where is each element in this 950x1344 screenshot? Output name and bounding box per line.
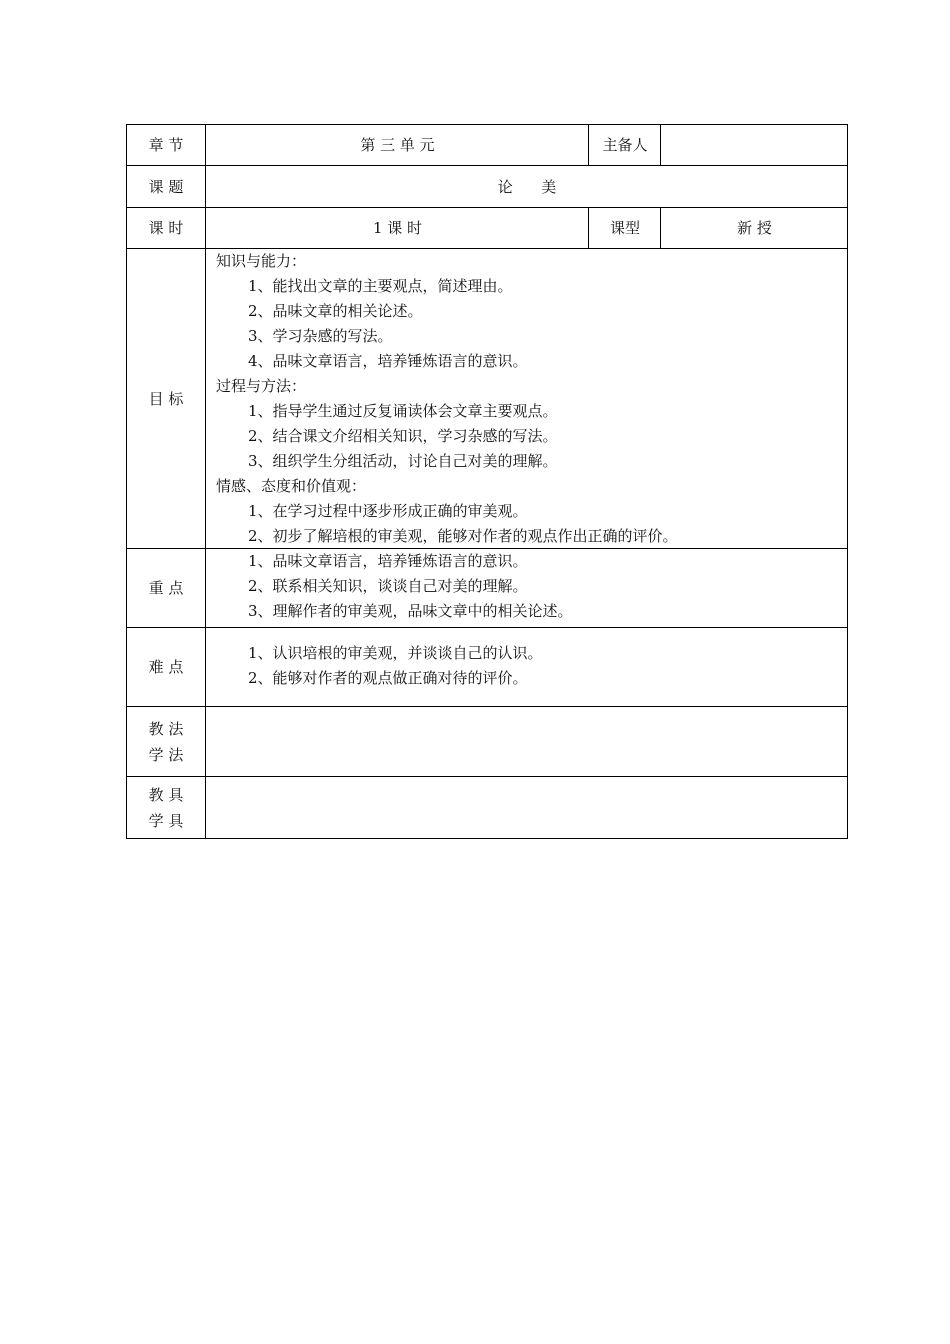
difficulties-label: 难 点 xyxy=(148,658,184,676)
objectives-heading: 知识与能力： xyxy=(216,252,307,270)
objectives-heading: 过程与方法： xyxy=(216,377,307,395)
hours-value: 1 课 时 xyxy=(372,219,423,237)
objectives-content xyxy=(206,249,848,549)
chapter-label: 章 节 xyxy=(148,135,184,154)
objective-item: 2、品味文章的相关论述。 xyxy=(248,302,423,320)
objective-item: 2、结合课文介绍相关知识，学习杂感的写法。 xyxy=(248,427,558,445)
objective-item: 3、组织学生分组活动，讨论自己对美的理解。 xyxy=(248,452,558,470)
objective-item: 4、品味文章语言，培养锤炼语言的意识。 xyxy=(248,352,528,370)
objective-item: 1、在学习过程中逐步形成正确的审美观。 xyxy=(248,502,528,520)
methods-label-line1: 教 法 xyxy=(148,720,184,738)
methods-label xyxy=(126,707,206,777)
key-points-content xyxy=(206,549,848,628)
objective-item: 2、初步了解培根的审美观，能够对作者的观点作出正确的评价。 xyxy=(248,527,678,545)
objective-item: 1、能找出文章的主要观点，简述理由。 xyxy=(248,277,513,295)
topic-label: 课 题 xyxy=(148,177,184,196)
lesson-type-label: 课型 xyxy=(609,219,640,237)
objectives-heading: 情感、态度和价值观： xyxy=(216,477,367,495)
preparer-label: 主备人 xyxy=(602,135,648,154)
tools-value xyxy=(206,777,848,839)
key-point-item: 2、联系相关知识，谈谈自己对美的理解。 xyxy=(248,577,528,595)
difficulty-item: 2、能够对作者的观点做正确对待的评价。 xyxy=(248,669,528,687)
lesson-plan-table xyxy=(126,124,848,839)
key-points-label: 重 点 xyxy=(148,579,184,597)
preparer-value xyxy=(661,124,848,166)
tools-label xyxy=(126,777,206,839)
objective-item: 1、指导学生通过反复诵读体会文章主要观点。 xyxy=(248,402,558,420)
key-point-item: 1、品味文章语言，培养锤炼语言的意识。 xyxy=(248,552,528,570)
lesson-type-value: 新 授 xyxy=(737,219,772,237)
chapter-value: 第 三 单 元 xyxy=(360,135,435,154)
tools-label-line2: 学 具 xyxy=(148,812,184,830)
methods-label-line2: 学 法 xyxy=(148,746,184,764)
topic-value: 论 美 xyxy=(497,177,557,196)
objective-item: 3、学习杂感的写法。 xyxy=(248,327,393,345)
difficulty-item: 1、认识培根的审美观，并谈谈自己的认识。 xyxy=(248,644,543,662)
key-point-item: 3、理解作者的审美观，品味文章中的相关论述。 xyxy=(248,602,573,620)
tools-label-line1: 教 具 xyxy=(148,786,184,804)
methods-value xyxy=(206,707,848,777)
difficulties-content xyxy=(206,628,848,707)
hours-label: 课 时 xyxy=(148,219,184,237)
objectives-label: 目 标 xyxy=(148,389,184,408)
